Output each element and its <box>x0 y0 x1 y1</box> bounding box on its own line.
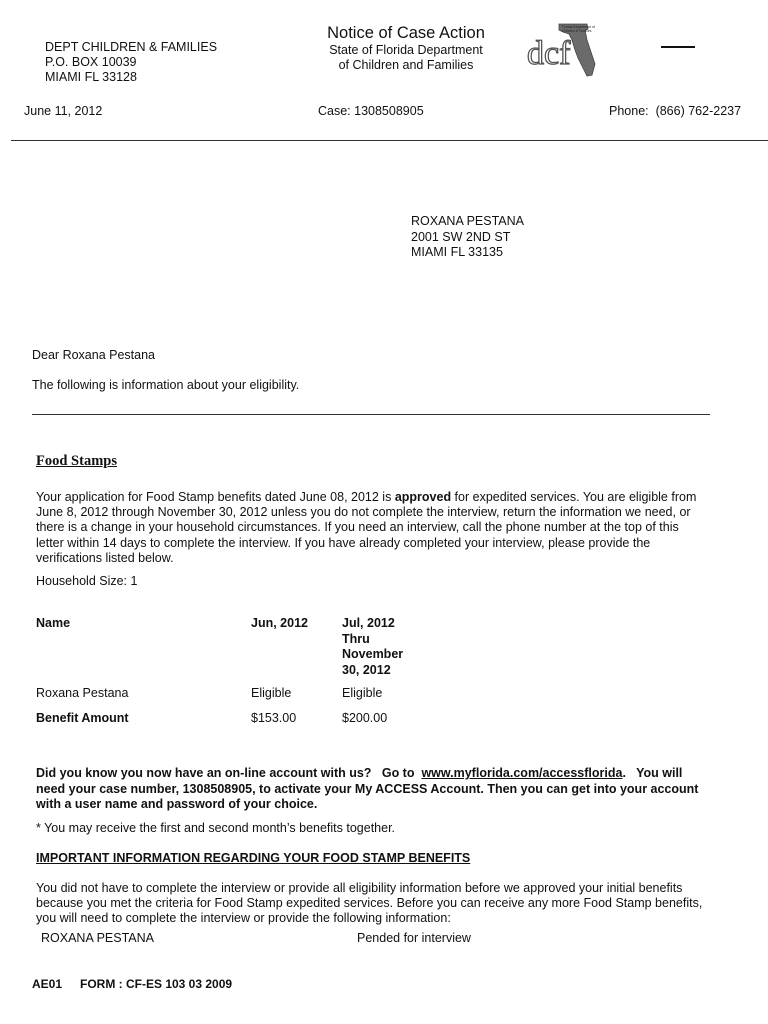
table-header-month: Jun, 2012 <box>251 616 308 630</box>
recipient-city: MIAMI FL 33135 <box>411 245 503 259</box>
dcf-caption: Children & Families <box>562 29 592 33</box>
recipient-address <box>411 214 524 261</box>
notice-subtitle: of Children and Families <box>338 58 474 72</box>
table-header-name: Name <box>36 616 71 630</box>
salutation: Dear Roxana Pestana <box>32 348 155 362</box>
table-header-period <box>342 616 403 678</box>
section-divider <box>32 414 710 415</box>
paragraph-text: Did you know you now have an on-line account with us? Go to <box>36 766 422 780</box>
header-divider <box>11 140 768 141</box>
table-cell: Benefit Amount <box>36 711 129 725</box>
sender-line: DEPT CHILDREN & FAMILIES <box>45 40 218 54</box>
notice-date: June 11, 2012 <box>24 104 103 118</box>
form-number: FORM : CF-ES 103 03 2009 <box>80 977 233 991</box>
form-code: AE01 <box>32 977 63 991</box>
important-paragraph: You did not have to complete the interview or provide all eligibility information before we approved your initial benefits because you met the criteria for Food Stamp expedited services. Before you can receive any more Food Stamp benefits, you will need to complete the interview or provide the following information: <box>36 881 703 926</box>
case-number: Case: 1308508905 <box>318 104 424 118</box>
myflorida-link[interactable]: www.myflorida.com/accessflorida <box>421 766 623 780</box>
period-line: Thru <box>342 631 370 646</box>
table-cell: $153.00 <box>251 711 297 725</box>
approved-text: approved <box>394 490 452 504</box>
paragraph-text: for expedited services. You are eligible from June 8, 2012 through November 30, 2012 unless you do not complete the interview, return the information we need, or there is a change in your household circumstances. If you need an interview, call the phone number at the top of this letter within 14 days to complete the interview. If you have already completed your interview, please provide the verifications listed below. <box>36 490 697 565</box>
dcf-caption: Florida Department of <box>562 25 595 29</box>
header-dash <box>661 46 695 48</box>
dcf-logo-icon <box>525 20 597 80</box>
notice-title-block <box>300 23 512 73</box>
benefits-note: * You may receive the first and second month’s benefits together. <box>36 821 396 835</box>
period-line: November <box>342 647 404 661</box>
recipient-street: 2001 SW 2ND ST <box>411 229 511 244</box>
pending-status: Pended for interview <box>357 931 471 945</box>
intro-text: The following is information about your eligibility. <box>32 378 300 392</box>
table-cell: Roxana Pestana <box>36 686 129 700</box>
phone-number: Phone: (866) 762-2237 <box>609 104 742 118</box>
period-line: Jul, 2012 <box>342 616 395 630</box>
table-cell: Eligible <box>342 686 383 700</box>
sender-line: P.O. BOX 10039 <box>45 55 137 69</box>
recipient-name: ROXANA PESTANA <box>411 214 524 228</box>
household-size: Household Size: 1 <box>36 574 138 588</box>
period-line: 30, 2012 <box>342 662 391 677</box>
sender-line: MIAMI FL 33128 <box>45 70 137 84</box>
paragraph-text: Your application for Food Stamp benefits dated June 08, 2012 is <box>36 490 395 504</box>
pending-name: ROXANA PESTANA <box>41 931 154 945</box>
section-title: Food Stamps <box>36 453 117 469</box>
table-cell: $200.00 <box>342 711 388 725</box>
eligibility-paragraph <box>36 490 706 566</box>
important-heading: IMPORTANT INFORMATION REGARDING YOUR FOOD STAMP BENEFITS <box>36 851 471 865</box>
table-cell: Eligible <box>251 686 292 700</box>
dcf-letters: dcf <box>527 35 571 72</box>
paragraph-text: . You will need your case number, 1308508905, to activate your My ACCESS Account. Then you can get into your account with a user name and password of your choice. <box>36 766 702 811</box>
online-account-paragraph <box>36 766 706 813</box>
notice-title: Notice of Case Action <box>327 24 485 42</box>
notice-subtitle: State of Florida Department <box>329 43 483 57</box>
sender-address <box>45 40 217 85</box>
